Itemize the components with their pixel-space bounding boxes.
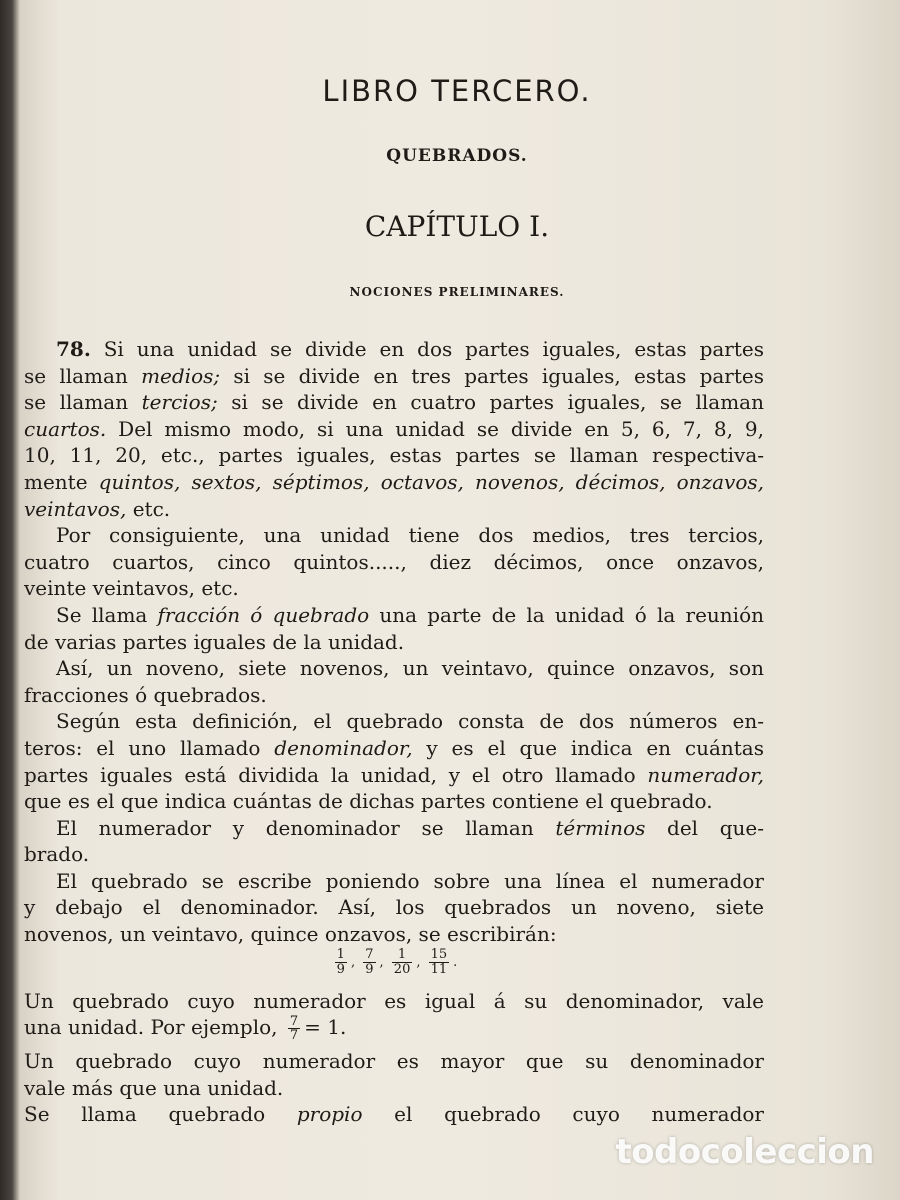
text-line: Por consiguiente, una unidad tiene dos medios, tres tercios, — [56, 523, 764, 548]
text-line: mente quintos, sextos, séptimos, octavos, novenos, décimos, onzavos, — [24, 469, 764, 494]
fraction: $\frac{1}{20}$ — [393, 946, 411, 977]
text-line: 10, 11, 20, etc., partes iguales, estas partes se llaman respectiva- — [24, 443, 764, 468]
paragraph-number: 78. — [56, 337, 91, 361]
watermark-logo: todocoleccion — [615, 1132, 874, 1172]
chapter-heading: CAPÍTULO I. — [364, 210, 550, 243]
text-line: se llaman medios; si se divide en tres partes iguales, estas partes — [24, 363, 764, 388]
text-line: Se llama fracción ó quebrado una parte de la unidad ó la reunión — [56, 602, 764, 627]
text-line: El numerador y denominador se llaman términos del que- — [56, 815, 764, 840]
subtitle: QUEBRADOS. — [386, 146, 528, 166]
text-line: cuatro cuartos, cinco quintos....., diez décimos, once onzavos, — [24, 549, 764, 574]
text-line: Según esta definición, el quebrado consta de dos números en- — [56, 709, 764, 734]
text-line: Se llama quebrado propio el quebrado cuyo numerador — [24, 1102, 764, 1127]
book-page — [14, 0, 900, 1200]
text-line: brado. — [24, 842, 90, 867]
section-heading: NOCIONES PRELIMINARES. — [349, 285, 565, 299]
book-title: LIBRO TERCERO. — [322, 74, 592, 108]
text-line: veinte veintavos, etc. — [24, 576, 239, 601]
text-line: vale más que una unidad. — [24, 1075, 284, 1100]
fraction: $\frac{7}{7}$ — [289, 1014, 299, 1044]
fraction-examples: $\frac{1}{9}$ , $\frac{7}{9}$ , $\frac{1}{20}$ , $\frac{15}{11}$ . — [336, 946, 458, 977]
text-line: Un quebrado cuyo numerador es mayor que su denominador — [24, 1049, 764, 1074]
fraction: $\frac{7}{9}$ — [365, 946, 374, 977]
fraction: $\frac{15}{11}$ — [430, 946, 448, 977]
text-line: se llaman tercios; si se divide en cuatro partes iguales, se llaman — [24, 390, 764, 415]
text-line: El quebrado se escribe poniendo sobre una línea el numerador — [56, 868, 764, 893]
text-line: fracciones ó quebrados. — [24, 682, 267, 707]
text-line: 78. Si una unidad se divide en dos partes iguales, estas partes — [56, 337, 765, 361]
text-line: que es el que indica cuántas de dichas partes contiene el quebrado. — [24, 789, 713, 814]
text-line: veintavos, etc. — [24, 496, 171, 521]
text-line: de varias partes iguales de la unidad. — [24, 629, 405, 654]
text-line: novenos, un veintavo, quince onzavos, se escribirán: — [24, 922, 557, 947]
fraction: $\frac{1}{9}$ — [336, 946, 345, 977]
text-line: cuartos. Del mismo modo, si una unidad se divide en 5, 6, 7, 8, 9, — [24, 416, 764, 441]
text-line: Así, un noveno, siete novenos, un veintavo, quince onzavos, son — [56, 656, 764, 681]
text-line: teros: el uno llamado denominador, y es el que indica en cuántas — [24, 735, 764, 760]
text-line: una unidad. Por ejemplo, $\frac{7}{7}$ = 1. — [24, 1014, 347, 1044]
text-line: Un quebrado cuyo numerador es igual á su denominador, vale — [24, 988, 764, 1013]
body-text — [24, 336, 764, 1128]
text-line: partes iguales está dividida la unidad, y el otro llamado numerador, — [24, 762, 764, 787]
text-line: y debajo el denominador. Así, los quebrados un noveno, siete — [24, 895, 764, 920]
